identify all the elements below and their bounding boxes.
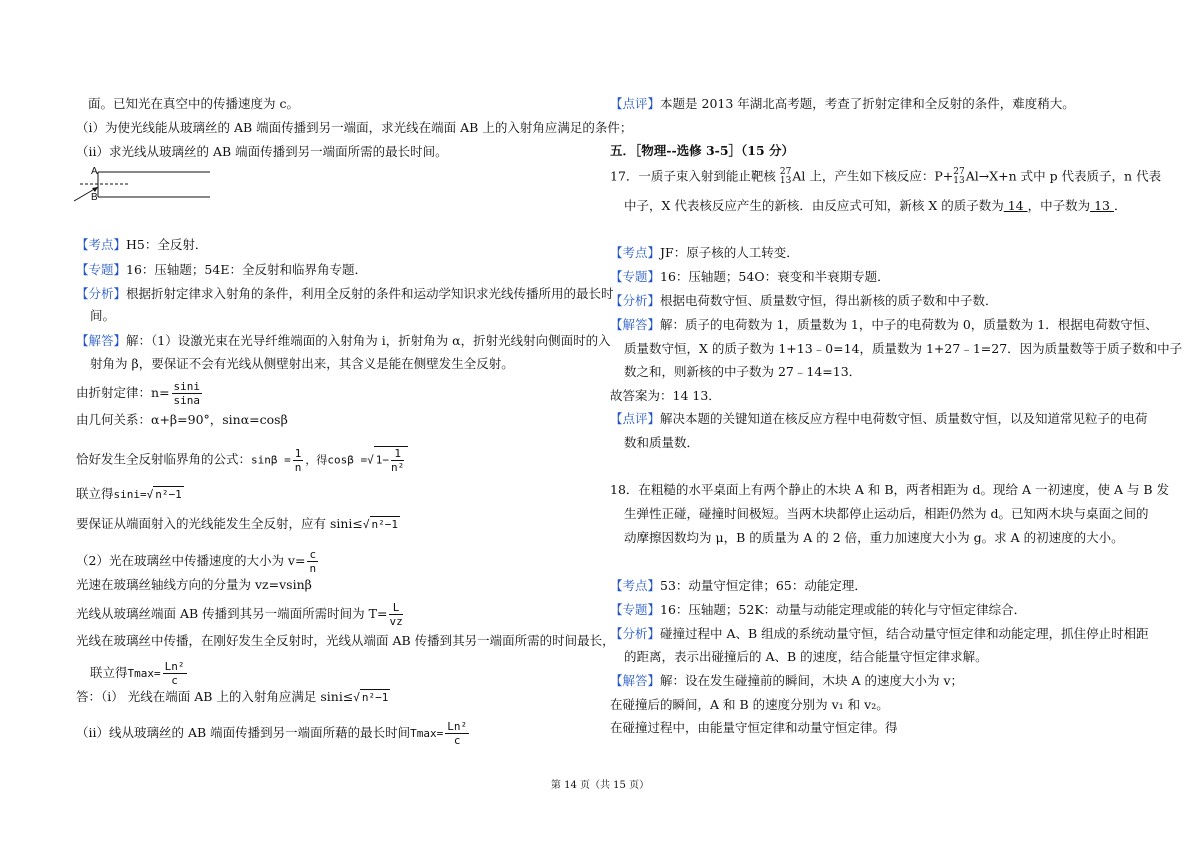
d17-row [610,411,1148,427]
refraction-fraction [172,380,203,407]
combined-1 [76,486,184,503]
combined-rad: n²−1 [155,488,182,501]
speed-den: n [309,562,317,575]
critical-sin: sinβ = [251,453,291,467]
refraction-label: 由折射定律： [76,385,152,400]
q18-line1: 18．在粗糙的水平桌面上有两个静止的木块 A 和 B，两者相距为 d。现给 A 一初速度，使 A 与 B 发 [610,482,1170,497]
time-den: vz [389,615,403,628]
jieda-text: 解：（1）设激光束在光导纤维端面的入射角为 i，折射角为 α，折射光线射向侧面时的入 [126,333,611,348]
d17-text: 解决本题的关键知道在核反应方程中电荷数守恒、质量数守恒，以及知道常见粒子的电荷 [660,411,1148,426]
jieda-cont: 射角为 β，要保证不会有光线从侧壁射出来，其含义是能在侧壁发生全反射。 [90,356,514,371]
answer-ii-fraction [445,720,469,747]
q18-line2: 生弹性正碰，碰撞时间极短。当两木块都停止运动后，相距仍然为 d。已知两木块与桌面之间的 [624,506,1149,521]
q17-d: 中子，X 代表核反应产生的新核．由反应式可知，新核 X 的质子数为 [624,198,1004,213]
dianping-row [610,96,1075,112]
f17-tag: 【分析】 [610,293,661,308]
condition-label: 要保证从端面射入的光线能发生全反射，应有 sini≤ [76,516,363,531]
q17-answer-neutrons: 13 [1090,198,1114,213]
question-part-i: （i）为使光线能从玻璃丝的 AB 端面传播到另一端面，求光线在端面 AB 上的入射角应满足的条件； [76,120,633,135]
zhuanti-row [76,262,367,278]
combined2-den: c [171,674,178,687]
condition-sqrt: √ n²−1 [362,518,399,531]
refraction-den: sina [173,394,201,407]
combined2-expr: Tmax= [127,667,161,680]
critical-rad-fraction [391,447,404,474]
combined-label: 联立得 [76,486,114,501]
d17-cont: 数和质量数． [624,435,700,450]
nuclide-mass: 27 [779,167,792,177]
combined-expr: sini= [113,488,147,501]
q17-f: ． [1113,198,1127,213]
refraction-num: sini [173,380,201,393]
condition-rad: n²−1 [371,518,399,531]
q17-line2 [624,198,1126,214]
label-a: A [91,166,98,177]
j18-cont2: 在碰撞过程中，由能量守恒定律和动量守恒定律。得 [610,720,898,735]
j18-text: 解：设在发生碰撞前的瞬间，木块 A 的速度大小为 v； [660,673,964,688]
jieda-row [76,333,611,349]
f17-row [610,293,998,309]
part2-label: （2）光在玻璃丝中传播速度的大小为 v= [76,553,306,568]
label-b: B [91,192,98,203]
answer-ii-den: c [453,734,461,747]
q17-c: Al→X+n 式中 p 代表质子，n 代表 [965,168,1162,184]
question-part-ii: （ii）求光线从玻璃丝的 AB 端面传播到另一端面所需的最长时间。 [76,144,448,159]
time-num: L [389,601,402,615]
refraction-n: n= [151,385,170,400]
answer-i-label: 答：（i） 光线在端面 AB 上的入射角应满足 sini≤ [76,689,354,704]
kaodian-tag: 【考点】 [76,237,127,252]
j18-cont1: 在碰撞后的瞬间，A 和 B 的速度分别为 v₁ 和 v₂。 [610,697,889,712]
kaodian-row [76,237,207,253]
nuclide-al-2 [953,168,964,186]
answer-ii-expr: Tmax= [410,727,444,740]
critical-num: 1 [294,446,302,460]
nuclide-z: 13 [779,176,792,186]
section-heading: 五．［物理--选修 3-5］（15 分） [610,143,795,158]
j17-cont1: 质量数守恒，X 的质子数为 1+13﹣0=14，质量数为 1+27﹣1=27．因为质量数等于质子数和中子 [624,341,1183,356]
fenxi-cont: 间。 [90,308,116,323]
fiber-figure [70,164,220,204]
d17-tag: 【点评】 [610,411,661,426]
speed-num: c [309,548,317,561]
critical-den: n [294,460,302,474]
j17-cont2: 数之和，则新核的中子数为 27﹣14=13． [624,364,862,379]
j17-text: 解：质子的电荷数为 1，质量数为 1，中子的电荷数为 0，质量数为 1．根据电荷数守恒、 [660,317,1158,332]
nuclide-al-1 [780,168,791,186]
time-fraction [389,601,402,628]
q17-answer-protons: 14 [1003,198,1028,213]
z17-tag: 【专题】 [610,269,661,284]
dianping-tag: 【点评】 [610,96,661,111]
z18-row [610,602,1026,618]
answer-i [76,689,390,706]
k18-text: 53：动量守恒定律；65：动能定理． [660,578,867,593]
nuclide-z-2: 13 [953,176,965,186]
part2-speed [76,548,320,575]
q18-line3: 动摩擦因数均为 μ，B 的质量为 A 的 2 倍，重力加速度大小为 g。求 A 的初速度的大小。 [624,530,1124,545]
longest-time-text: 光线在玻璃丝中传播，在刚好发生全反射时，光线从端面 AB 传播到其另一端面所需的时间最长， [76,633,615,648]
combined-2 [90,660,189,687]
condition-line [76,516,400,533]
critical-label: 恰好发生全反射临界角的公式： [76,451,252,467]
speed-fraction [307,548,318,575]
time-label: 光线从玻璃丝端面 AB 传播到其另一端面所需时间为 T= [76,606,388,621]
combined2-fraction [163,660,187,687]
answer-17: 故答案为：14 13． [610,388,721,403]
z17-row [610,269,890,285]
answer-ii-label: （ii）线从玻璃丝的 AB 端面传播到另一端面所藉的最长时间 [76,725,411,740]
z18-tag: 【专题】 [610,602,661,617]
page-footer: 第 14 页（共 15 页） [550,780,650,791]
q17-line1 [610,168,1161,186]
zhuanti-tag: 【专题】 [76,262,127,277]
k17-text: JF：原子核的人工转变． [660,245,799,260]
kaodian-text: H5：全反射． [126,237,208,252]
k17-row [610,245,799,261]
combined-sqrt: √ n²−1 [146,488,182,501]
answer-i-sqrt: √ n²−1 [353,691,389,704]
combined2-label: 联立得 [90,665,128,680]
j18-row [610,673,963,689]
refraction-law [76,380,204,407]
f17-text: 根据电荷数守恒、质量数守恒，得出新核的质子数和中子数． [660,293,998,308]
q17-a: 17．一质子束入射到能止靶核 [610,168,776,184]
fenxi-text: 根据折射定律求入射角的条件，利用全反射的条件和运动学知识求光线传播所用的最长时 [126,286,614,301]
time-line [76,601,405,628]
dianping-text: 本题是 2013 年湖北高考题，考查了折射定律和全反射的条件，难度稍大。 [660,96,1075,111]
zhuanti-text: 16：压轴题；54E：全反射和临界角专题． [126,262,367,277]
f18-tag: 【分析】 [610,626,661,641]
text-line: 面。已知光在真空中的传播速度为 c。 [88,96,299,111]
fenxi-row [76,286,614,302]
answer-i-rad: n²−1 [361,691,389,704]
k17-tag: 【考点】 [610,245,661,260]
critical-angle [76,446,408,474]
j17-tag: 【解答】 [610,317,661,332]
critical-sqrt: √ 1− $\frac{1}{\text{n²}}$ [367,446,408,474]
nuclide-mass-2: 27 [953,167,965,177]
geometry-relation: 由几何关系：α+β=90°，sinα=cosβ [76,412,288,427]
z17-text: 16：压轴题；54O：衰变和半衰期专题． [660,269,890,284]
critical-cos: ，得cosβ = [305,453,368,467]
axial-component: 光速在玻璃丝轴线方向的分量为 vz=vsinβ [76,577,312,592]
q17-e: ，中子数为 [1027,198,1091,213]
jieda-tag: 【解答】 [76,333,127,348]
f18-row [610,626,1149,642]
critical-rad-num: 1 [391,447,404,461]
z18-text: 16：压轴题；52K：动量与动能定理或能的转化与守恒定律综合． [660,602,1027,617]
critical-rad-den: n² [391,461,405,474]
j17-row [610,317,1158,333]
f18-cont: 的距离，表示出碰撞后的 A、B 的速度，结合能量守恒定律求解。 [624,649,988,664]
k18-row [610,578,867,594]
critical-rad-one: 1− [375,453,390,467]
combined2-num: Ln² [164,660,185,673]
answer-ii [76,720,471,747]
j18-tag: 【解答】 [610,673,661,688]
fenxi-tag: 【分析】 [76,286,127,301]
answer-ii-num: Ln² [447,720,468,733]
critical-fraction [293,447,304,474]
k18-tag: 【考点】 [610,578,661,593]
f18-text: 碰撞过程中 A、B 组成的系统动量守恒，结合动量守恒定律和动能定理，抓住停止时相距 [660,626,1149,641]
q17-b: Al 上，产生如下核反应：P+ [792,168,954,184]
